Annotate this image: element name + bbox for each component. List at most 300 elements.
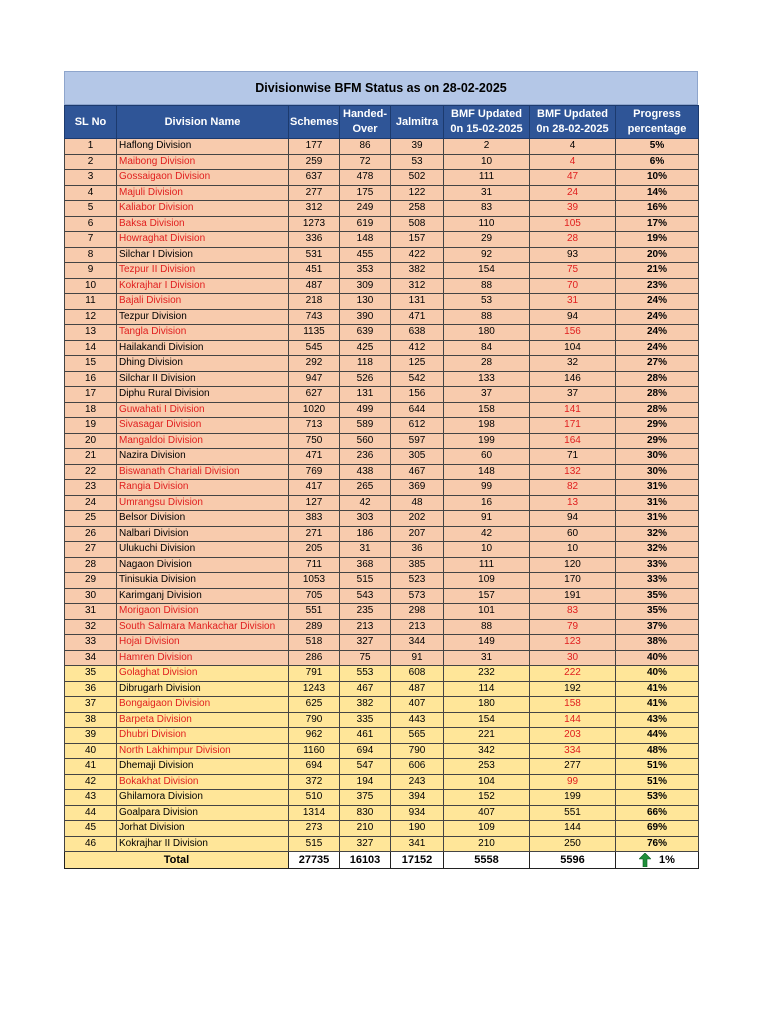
cell-bmf-15: 101 <box>444 604 530 620</box>
cell-sl-no: 21 <box>65 449 117 465</box>
table-row <box>65 790 699 806</box>
total-jalmitra: 17152 <box>391 852 444 869</box>
cell-sl-no: 38 <box>65 712 117 728</box>
cell-bmf-28: 146 <box>530 371 616 387</box>
cell-sl-no: 17 <box>65 387 117 403</box>
cell-schemes: 790 <box>289 712 340 728</box>
header-handed-line1: Handed- <box>343 108 387 120</box>
cell-handed-over: 353 <box>340 263 391 279</box>
cell-handed-over: 553 <box>340 666 391 682</box>
cell-handed-over: 619 <box>340 216 391 232</box>
cell-division-name: Diphu Rural Division <box>117 387 289 403</box>
cell-sl-no: 28 <box>65 557 117 573</box>
cell-handed-over: 303 <box>340 511 391 527</box>
cell-sl-no: 11 <box>65 294 117 310</box>
cell-jalmitra: 467 <box>391 464 444 480</box>
table-row <box>65 154 699 170</box>
cell-progress: 38% <box>616 635 699 651</box>
cell-progress: 31% <box>616 495 699 511</box>
table-row <box>65 697 699 713</box>
cell-schemes: 487 <box>289 278 340 294</box>
cell-handed-over: 515 <box>340 573 391 589</box>
cell-bmf-28: 99 <box>530 774 616 790</box>
cell-progress: 23% <box>616 278 699 294</box>
table-body <box>65 139 699 852</box>
cell-division-name: Bongaigaon Division <box>117 697 289 713</box>
cell-handed-over: 335 <box>340 712 391 728</box>
cell-schemes: 750 <box>289 433 340 449</box>
total-bmf-28: 5596 <box>530 852 616 869</box>
cell-bmf-28: 123 <box>530 635 616 651</box>
cell-division-name: Kaliabor Division <box>117 201 289 217</box>
cell-progress: 31% <box>616 511 699 527</box>
cell-division-name: Guwahati I Division <box>117 402 289 418</box>
table-row <box>65 821 699 837</box>
cell-sl-no: 16 <box>65 371 117 387</box>
cell-sl-no: 34 <box>65 650 117 666</box>
cell-handed-over: 249 <box>340 201 391 217</box>
cell-sl-no: 43 <box>65 790 117 806</box>
cell-division-name: Silchar II Division <box>117 371 289 387</box>
cell-progress: 33% <box>616 573 699 589</box>
cell-bmf-15: 10 <box>444 154 530 170</box>
cell-bmf-15: 91 <box>444 511 530 527</box>
table-row <box>65 557 699 573</box>
cell-bmf-28: 334 <box>530 743 616 759</box>
table-row <box>65 294 699 310</box>
cell-bmf-15: 31 <box>444 650 530 666</box>
cell-handed-over: 118 <box>340 356 391 372</box>
cell-jalmitra: 612 <box>391 418 444 434</box>
cell-jalmitra: 606 <box>391 759 444 775</box>
cell-bmf-28: 70 <box>530 278 616 294</box>
cell-handed-over: 148 <box>340 232 391 248</box>
cell-division-name: North Lakhimpur Division <box>117 743 289 759</box>
cell-bmf-15: 83 <box>444 201 530 217</box>
cell-jalmitra: 258 <box>391 201 444 217</box>
cell-progress: 32% <box>616 542 699 558</box>
cell-jalmitra: 382 <box>391 263 444 279</box>
cell-sl-no: 15 <box>65 356 117 372</box>
table-row <box>65 511 699 527</box>
cell-bmf-28: 13 <box>530 495 616 511</box>
cell-jalmitra: 412 <box>391 340 444 356</box>
table-row <box>65 402 699 418</box>
cell-schemes: 743 <box>289 309 340 325</box>
cell-handed-over: 86 <box>340 139 391 155</box>
cell-bmf-28: 222 <box>530 666 616 682</box>
cell-bmf-15: 37 <box>444 387 530 403</box>
header-progress-line2: percentage <box>627 123 687 135</box>
cell-bmf-28: 28 <box>530 232 616 248</box>
cell-progress: 41% <box>616 697 699 713</box>
cell-bmf-28: 164 <box>530 433 616 449</box>
cell-bmf-28: 144 <box>530 712 616 728</box>
table-row <box>65 495 699 511</box>
cell-handed-over: 375 <box>340 790 391 806</box>
table-row <box>65 464 699 480</box>
cell-sl-no: 35 <box>65 666 117 682</box>
cell-jalmitra: 502 <box>391 170 444 186</box>
header-schemes: Schemes <box>289 106 340 139</box>
cell-division-name: Silchar I Division <box>117 247 289 263</box>
cell-bmf-15: 53 <box>444 294 530 310</box>
cell-jalmitra: 644 <box>391 402 444 418</box>
cell-division-name: Barpeta Division <box>117 712 289 728</box>
cell-sl-no: 12 <box>65 309 117 325</box>
cell-jalmitra: 422 <box>391 247 444 263</box>
table-row <box>65 774 699 790</box>
cell-bmf-28: 30 <box>530 650 616 666</box>
table-row <box>65 201 699 217</box>
cell-jalmitra: 156 <box>391 387 444 403</box>
cell-progress: 21% <box>616 263 699 279</box>
cell-jalmitra: 207 <box>391 526 444 542</box>
cell-sl-no: 13 <box>65 325 117 341</box>
cell-bmf-28: 94 <box>530 511 616 527</box>
cell-schemes: 545 <box>289 340 340 356</box>
cell-jalmitra: 565 <box>391 728 444 744</box>
cell-bmf-28: 120 <box>530 557 616 573</box>
cell-bmf-28: 105 <box>530 216 616 232</box>
cell-progress: 43% <box>616 712 699 728</box>
cell-bmf-28: 158 <box>530 697 616 713</box>
cell-schemes: 277 <box>289 185 340 201</box>
cell-handed-over: 368 <box>340 557 391 573</box>
cell-bmf-28: 60 <box>530 526 616 542</box>
cell-jalmitra: 131 <box>391 294 444 310</box>
cell-progress: 40% <box>616 650 699 666</box>
cell-jalmitra: 344 <box>391 635 444 651</box>
cell-bmf-15: 342 <box>444 743 530 759</box>
cell-division-name: Bajali Division <box>117 294 289 310</box>
cell-bmf-28: 192 <box>530 681 616 697</box>
cell-sl-no: 14 <box>65 340 117 356</box>
header-bmf28-line1: BMF Updated <box>537 108 608 120</box>
header-sl-no: SL No <box>65 106 117 139</box>
cell-division-name: Majuli Division <box>117 185 289 201</box>
cell-bmf-28: 31 <box>530 294 616 310</box>
cell-progress: 32% <box>616 526 699 542</box>
cell-handed-over: 72 <box>340 154 391 170</box>
cell-bmf-15: 110 <box>444 216 530 232</box>
cell-handed-over: 327 <box>340 836 391 852</box>
header-bmf-15 <box>444 106 530 139</box>
table-row <box>65 836 699 852</box>
table-row <box>65 216 699 232</box>
header-bmf-28 <box>530 106 616 139</box>
table-row <box>65 278 699 294</box>
cell-progress: 28% <box>616 402 699 418</box>
cell-progress: 37% <box>616 619 699 635</box>
cell-jalmitra: 157 <box>391 232 444 248</box>
cell-sl-no: 30 <box>65 588 117 604</box>
cell-jalmitra: 471 <box>391 309 444 325</box>
header-bmf15-line2: 0n 15-02-2025 <box>450 123 523 135</box>
table-row <box>65 666 699 682</box>
cell-sl-no: 23 <box>65 480 117 496</box>
cell-division-name: Karimganj Division <box>117 588 289 604</box>
cell-bmf-28: 24 <box>530 185 616 201</box>
cell-progress: 16% <box>616 201 699 217</box>
cell-handed-over: 75 <box>340 650 391 666</box>
cell-sl-no: 4 <box>65 185 117 201</box>
cell-bmf-28: 47 <box>530 170 616 186</box>
cell-jalmitra: 91 <box>391 650 444 666</box>
cell-bmf-15: 180 <box>444 697 530 713</box>
cell-handed-over: 175 <box>340 185 391 201</box>
table-row <box>65 805 699 821</box>
total-progress <box>616 852 699 869</box>
cell-division-name: Nagaon Division <box>117 557 289 573</box>
cell-division-name: Gossaigaon Division <box>117 170 289 186</box>
cell-schemes: 273 <box>289 821 340 837</box>
cell-progress: 30% <box>616 449 699 465</box>
cell-bmf-15: 111 <box>444 170 530 186</box>
cell-sl-no: 27 <box>65 542 117 558</box>
table-row <box>65 650 699 666</box>
cell-handed-over: 130 <box>340 294 391 310</box>
cell-handed-over: 547 <box>340 759 391 775</box>
table-row <box>65 759 699 775</box>
cell-sl-no: 39 <box>65 728 117 744</box>
cell-progress: 44% <box>616 728 699 744</box>
cell-bmf-28: 171 <box>530 418 616 434</box>
cell-sl-no: 40 <box>65 743 117 759</box>
cell-progress: 76% <box>616 836 699 852</box>
cell-division-name: Umrangsu Division <box>117 495 289 511</box>
cell-jalmitra: 934 <box>391 805 444 821</box>
cell-jalmitra: 443 <box>391 712 444 728</box>
table-row <box>65 433 699 449</box>
cell-bmf-28: 199 <box>530 790 616 806</box>
cell-handed-over: 31 <box>340 542 391 558</box>
cell-bmf-28: 83 <box>530 604 616 620</box>
table-row <box>65 170 699 186</box>
cell-bmf-15: 88 <box>444 619 530 635</box>
cell-jalmitra: 48 <box>391 495 444 511</box>
cell-division-name: Morigaon Division <box>117 604 289 620</box>
header-handed-line2: Over <box>352 123 378 135</box>
cell-division-name: Biswanath Chariali Division <box>117 464 289 480</box>
cell-bmf-28: 141 <box>530 402 616 418</box>
cell-progress: 69% <box>616 821 699 837</box>
cell-bmf-28: 82 <box>530 480 616 496</box>
cell-bmf-15: 154 <box>444 263 530 279</box>
cell-bmf-28: 39 <box>530 201 616 217</box>
table-row <box>65 588 699 604</box>
cell-bmf-15: 407 <box>444 805 530 821</box>
total-bmf-15: 5558 <box>444 852 530 869</box>
header-row <box>65 106 699 139</box>
header-progress-line1: Progress <box>633 108 681 120</box>
cell-handed-over: 42 <box>340 495 391 511</box>
cell-bmf-28: 551 <box>530 805 616 821</box>
cell-progress: 19% <box>616 232 699 248</box>
table-row <box>65 480 699 496</box>
cell-bmf-15: 148 <box>444 464 530 480</box>
cell-division-name: Hailakandi Division <box>117 340 289 356</box>
cell-sl-no: 25 <box>65 511 117 527</box>
cell-jalmitra: 39 <box>391 139 444 155</box>
cell-handed-over: 467 <box>340 681 391 697</box>
cell-sl-no: 46 <box>65 836 117 852</box>
table-row <box>65 635 699 651</box>
cell-jalmitra: 298 <box>391 604 444 620</box>
cell-bmf-28: 79 <box>530 619 616 635</box>
cell-division-name: Sivasagar Division <box>117 418 289 434</box>
cell-progress: 51% <box>616 774 699 790</box>
cell-progress: 6% <box>616 154 699 170</box>
cell-schemes: 383 <box>289 511 340 527</box>
cell-bmf-15: 158 <box>444 402 530 418</box>
table-row <box>65 743 699 759</box>
cell-schemes: 713 <box>289 418 340 434</box>
table-row <box>65 232 699 248</box>
cell-bmf-28: 32 <box>530 356 616 372</box>
cell-division-name: Baksa Division <box>117 216 289 232</box>
cell-division-name: Tezpur Division <box>117 309 289 325</box>
cell-jalmitra: 36 <box>391 542 444 558</box>
cell-progress: 10% <box>616 170 699 186</box>
cell-progress: 66% <box>616 805 699 821</box>
cell-handed-over: 265 <box>340 480 391 496</box>
cell-jalmitra: 202 <box>391 511 444 527</box>
cell-progress: 30% <box>616 464 699 480</box>
cell-schemes: 962 <box>289 728 340 744</box>
cell-sl-no: 24 <box>65 495 117 511</box>
cell-handed-over: 236 <box>340 449 391 465</box>
table-row <box>65 247 699 263</box>
cell-progress: 31% <box>616 480 699 496</box>
cell-schemes: 127 <box>289 495 340 511</box>
table-row <box>65 712 699 728</box>
table-row <box>65 185 699 201</box>
cell-sl-no: 45 <box>65 821 117 837</box>
cell-bmf-15: 88 <box>444 278 530 294</box>
cell-handed-over: 526 <box>340 371 391 387</box>
header-bmf28-line2: 0n 28-02-2025 <box>536 123 609 135</box>
cell-handed-over: 694 <box>340 743 391 759</box>
cell-division-name: Tezpur II Division <box>117 263 289 279</box>
total-schemes: 27735 <box>289 852 340 869</box>
header-division-name: Division Name <box>117 106 289 139</box>
table-row <box>65 371 699 387</box>
cell-jalmitra: 312 <box>391 278 444 294</box>
cell-sl-no: 33 <box>65 635 117 651</box>
cell-bmf-28: 75 <box>530 263 616 279</box>
cell-jalmitra: 597 <box>391 433 444 449</box>
cell-bmf-15: 111 <box>444 557 530 573</box>
header-handed-over <box>340 106 391 139</box>
cell-division-name: Nazira Division <box>117 449 289 465</box>
cell-progress: 24% <box>616 340 699 356</box>
cell-bmf-28: 132 <box>530 464 616 480</box>
cell-sl-no: 5 <box>65 201 117 217</box>
cell-sl-no: 9 <box>65 263 117 279</box>
cell-jalmitra: 369 <box>391 480 444 496</box>
cell-schemes: 471 <box>289 449 340 465</box>
table-row <box>65 542 699 558</box>
cell-bmf-28: 71 <box>530 449 616 465</box>
cell-progress: 53% <box>616 790 699 806</box>
cell-sl-no: 36 <box>65 681 117 697</box>
cell-bmf-15: 180 <box>444 325 530 341</box>
cell-bmf-15: 104 <box>444 774 530 790</box>
cell-progress: 35% <box>616 588 699 604</box>
cell-jalmitra: 638 <box>391 325 444 341</box>
cell-handed-over: 194 <box>340 774 391 790</box>
cell-bmf-15: 152 <box>444 790 530 806</box>
cell-schemes: 271 <box>289 526 340 542</box>
cell-division-name: South Salmara Mankachar Division <box>117 619 289 635</box>
cell-bmf-28: 156 <box>530 325 616 341</box>
cell-schemes: 259 <box>289 154 340 170</box>
cell-schemes: 218 <box>289 294 340 310</box>
cell-schemes: 205 <box>289 542 340 558</box>
cell-bmf-15: 221 <box>444 728 530 744</box>
cell-schemes: 1243 <box>289 681 340 697</box>
cell-sl-no: 42 <box>65 774 117 790</box>
header-progress <box>616 106 699 139</box>
cell-progress: 29% <box>616 418 699 434</box>
cell-division-name: Ulukuchi Division <box>117 542 289 558</box>
cell-sl-no: 37 <box>65 697 117 713</box>
cell-handed-over: 382 <box>340 697 391 713</box>
cell-sl-no: 31 <box>65 604 117 620</box>
cell-bmf-15: 60 <box>444 449 530 465</box>
cell-sl-no: 10 <box>65 278 117 294</box>
cell-bmf-28: 277 <box>530 759 616 775</box>
cell-bmf-15: 109 <box>444 821 530 837</box>
cell-jalmitra: 523 <box>391 573 444 589</box>
table-row <box>65 526 699 542</box>
cell-progress: 33% <box>616 557 699 573</box>
cell-sl-no: 20 <box>65 433 117 449</box>
cell-handed-over: 309 <box>340 278 391 294</box>
cell-handed-over: 438 <box>340 464 391 480</box>
cell-bmf-15: 29 <box>444 232 530 248</box>
cell-schemes: 947 <box>289 371 340 387</box>
table-row <box>65 309 699 325</box>
cell-bmf-28: 4 <box>530 139 616 155</box>
cell-jalmitra: 608 <box>391 666 444 682</box>
cell-jalmitra: 790 <box>391 743 444 759</box>
table-row <box>65 139 699 155</box>
cell-schemes: 289 <box>289 619 340 635</box>
status-sheet <box>64 71 698 869</box>
cell-jalmitra: 341 <box>391 836 444 852</box>
cell-division-name: Mangaldoi Division <box>117 433 289 449</box>
cell-progress: 14% <box>616 185 699 201</box>
cell-division-name: Bokakhat Division <box>117 774 289 790</box>
cell-progress: 24% <box>616 294 699 310</box>
cell-sl-no: 3 <box>65 170 117 186</box>
total-handed-over: 16103 <box>340 852 391 869</box>
cell-progress: 28% <box>616 371 699 387</box>
cell-schemes: 711 <box>289 557 340 573</box>
cell-schemes: 531 <box>289 247 340 263</box>
cell-progress: 40% <box>616 666 699 682</box>
cell-schemes: 769 <box>289 464 340 480</box>
cell-bmf-28: 170 <box>530 573 616 589</box>
cell-sl-no: 29 <box>65 573 117 589</box>
cell-handed-over: 186 <box>340 526 391 542</box>
cell-handed-over: 589 <box>340 418 391 434</box>
cell-schemes: 515 <box>289 836 340 852</box>
cell-schemes: 705 <box>289 588 340 604</box>
cell-handed-over: 213 <box>340 619 391 635</box>
